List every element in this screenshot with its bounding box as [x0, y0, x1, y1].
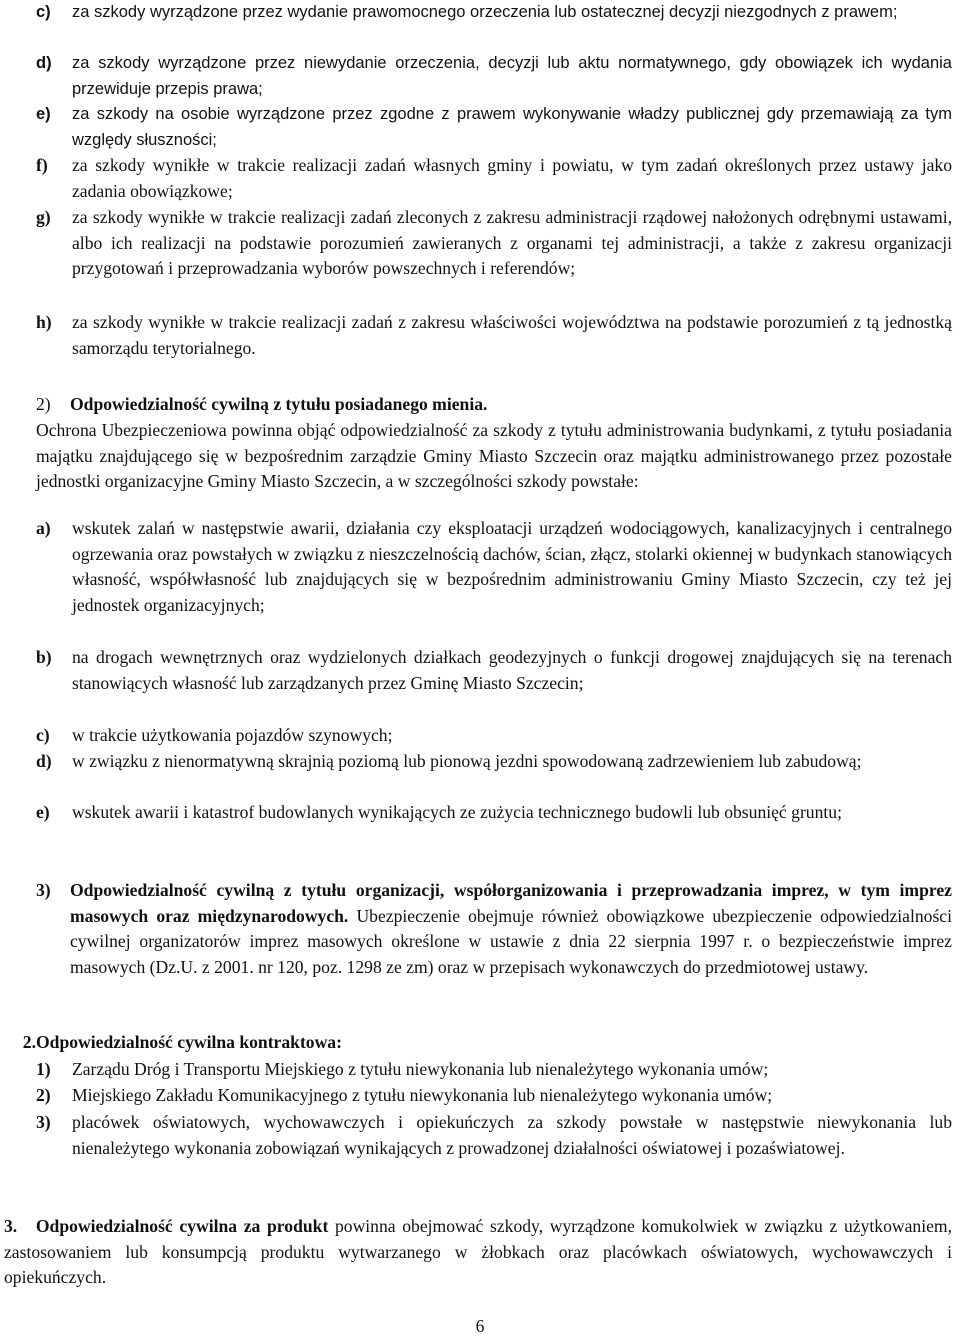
item-text: w trakcie użytkowania pojazdów szynowych; — [72, 725, 393, 745]
list-item — [36, 723, 952, 749]
section-label: 2. — [22, 1032, 36, 1052]
section-title: Odpowiedzialność cywilna za produkt — [35, 1216, 329, 1236]
section-title: Odpowiedzialność cywilna kontraktowa: — [36, 1032, 342, 1052]
list-item — [36, 153, 952, 204]
section-text: powinna obejmować szkody, wyrządzone komukolwiek w związku z użytkowaniem, zastosowaniem lub konsumpcją produktu wytwarzanego w żłobkach oraz placówkach oświatowych, wychowawczych i opiekuńczych. — [4, 1216, 952, 1288]
item-text: placówek oświatowych, wychowawczych i opiekuńczych za szkody powstałe w następstwie niewykonania lub nienależytego wykonania zobowiązań wynikających z prowadzonej działalności oświatowej i pozaświatowej. — [72, 1112, 952, 1158]
section-title: Odpowiedzialność cywilną z tytułu organizacji, współorganizowania i przeprowadzania imprez, w tym imprez masowych oraz międzynarodowych. — [70, 880, 952, 926]
list-item — [36, 310, 952, 361]
section-heading — [36, 392, 952, 418]
item-text: za szkody na osobie wyrządzone przez zgodne z prawem wykonywanie władzy publicznej gdy przemawiają za tym względy słuszności; — [72, 105, 952, 149]
item-label: c) — [36, 3, 51, 21]
item-text: na drogach wewnętrznych oraz wydzielonych działkach geodezyjnych o funkcji drogowej znajdujących się na terenach stanowiących własność lub zarządzanych przez Gminę Miasto Szczecin; — [72, 647, 952, 693]
item-label: h) — [36, 312, 52, 332]
list-item — [36, 205, 952, 282]
item-text: za szkody wynikłe w trakcie realizacji zadań z zakresu właściwości województwa na podstawie porozumień z tą jednostką samorządu terytorialnego. — [72, 312, 952, 358]
item-label: d) — [36, 54, 52, 72]
list-item — [36, 102, 952, 153]
item-label: 3) — [36, 1112, 51, 1132]
item-label: a) — [36, 518, 51, 538]
item-label: d) — [36, 751, 52, 771]
item-text: wskutek zalań w następstwie awarii, działania czy eksploatacji urządzeń wodociągowych, kanalizacyjnych i centralnego ogrzewania oraz powstałych w związku z nieszczelnością dachów, ścian, złącz, stolarki okiennej w budynkach stanowiących własność, współwłasność lub znajdujących się w bezpośrednim administrowaniu Gminy Miasto Szczecin, czy też jej jednostek organizacyjnych; — [72, 518, 952, 615]
list-item — [36, 1057, 952, 1083]
section-paragraph — [36, 878, 952, 980]
section-paragraph — [4, 1214, 952, 1291]
item-label: e) — [36, 105, 51, 123]
item-text: za szkody wynikłe w trakcie realizacji zadań zleconych z zakresu administracji rządowej nałożonych odrębnymi ustawami, albo ich realizacji na podstawie porozumień zawieranych z organami tej administracji, a także z zakresu organizacji przygotowań i przeprowadzania wyborów powszechnych i referendów; — [72, 207, 952, 279]
item-text: za szkody wyrządzone przez wydanie prawomocnego orzeczenia lub ostatecznej decyzji niezgodnych z prawem; — [72, 3, 898, 21]
section-intro: Ochrona Ubezpieczeniowa powinna objąć odpowiedzialność za szkody z tytułu administrowania budynkami, z tytułu posiadania majątku znajdującego się w bezpośrednim zarządzie Gminy Miasto Szczecin oraz majątku administrowanego przez pozostałe jednostki organizacyjne Gminy Miasto Szczecin, a w szczególności szkody powstałe: — [36, 420, 952, 492]
section-heading — [0, 1030, 952, 1056]
section-label: 3) — [36, 880, 51, 900]
section-title: Odpowiedzialność cywilną z tytułu posiadanego mienia. — [70, 394, 488, 414]
section-body — [70, 878, 952, 980]
section-label: 3. — [4, 1216, 18, 1236]
list-item — [36, 800, 952, 826]
item-label: 1) — [36, 1059, 51, 1079]
item-label: g) — [36, 207, 51, 227]
item-label: e) — [36, 802, 50, 822]
list-item — [36, 1110, 952, 1161]
page-number: 6 — [475, 1316, 485, 1336]
list-item — [36, 516, 952, 618]
list-item — [36, 645, 952, 696]
item-text: wskutek awarii i katastrof budowlanych wynikających ze zużycia technicznego budowli lub obsunięć gruntu; — [72, 802, 842, 822]
item-text: za szkody wyrządzone przez niewydanie orzeczenia, decyzji lub aktu normatywnego, gdy obowiązek ich wydania przewiduje przepis prawa; — [72, 54, 952, 98]
list-item — [36, 0, 952, 26]
item-text: w związku z nienormatywną skrajnią poziomą lub pionową jezdni spowodowaną zadrzewieniem lub zabudową; — [72, 751, 862, 771]
list-item — [36, 749, 952, 775]
list-item — [36, 1083, 952, 1109]
item-label: b) — [36, 647, 52, 667]
item-text: Zarządu Dróg i Transportu Miejskiego z tytułu niewykonania lub nienależytego wykonania umów; — [72, 1059, 769, 1079]
item-label: 2) — [36, 1085, 51, 1105]
section-label: 2) — [36, 394, 51, 414]
section-text: Ubezpieczenie obejmuje również obowiązkowe ubezpieczenie odpowiedzialności cywilnej organizatorów imprez masowych określone w ustawie z dnia 22 sierpnia 1997 r. o bezpieczeństwie imprez masowych (Dz.U. z 2001. nr 120, poz. 1298 ze zm) oraz w przepisach wykonawczych do przedmiotowej ustawy. — [70, 905, 952, 977]
item-label: c) — [36, 725, 50, 745]
item-text: za szkody wynikłe w trakcie realizacji zadań własnych gminy i powiatu, w tym zadań określonych przez ustawy jako zadania obowiązkowe; — [72, 155, 952, 201]
item-label: f) — [36, 155, 48, 175]
list-item — [36, 51, 952, 102]
item-text: Miejskiego Zakładu Komunikacyjnego z tytułu niewykonania lub nienależytego wykonania umów; — [72, 1085, 773, 1105]
